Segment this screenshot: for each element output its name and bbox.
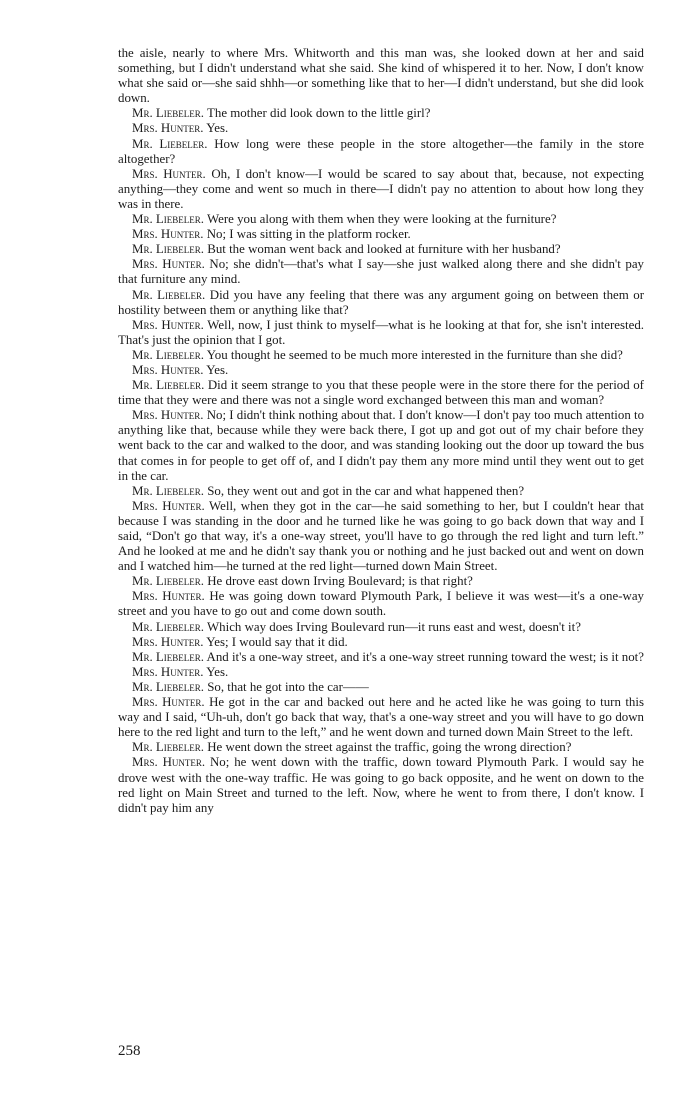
speaker-name: Mrs. Hunter. bbox=[132, 257, 205, 272]
speaker-name: Mr. Liebeler. bbox=[132, 287, 206, 302]
paragraph-text: Were you along with them when they were looking at the furniture? bbox=[207, 212, 557, 227]
speaker-name: Mr. Liebeler. bbox=[132, 740, 205, 755]
paragraph bbox=[118, 227, 644, 242]
paragraph bbox=[118, 574, 644, 589]
paragraph-text: the aisle, nearly to where Mrs. Whitworth and this man was, she looked down at her and said something, but I didn't understand what she said. She kind of whispered it to her. Now, I don't know what she said or—she said shhh—or something like that to her—I didn't understand, but she did look down. bbox=[118, 46, 644, 106]
paragraph-text: Well, when they got in the car—he said something to her, but I couldn't hear that because I was standing in the door and he turned like he was going to go back down that way and I said, “Don't go that way, it's a one-way street, you'll have to go through the red light and turn left.” And he looked at me and he didn't say thank you or nothing and he just backed out and went on down and I watched him—he turned at the red light—turned down Main Street. bbox=[118, 498, 644, 574]
paragraph-text: No; she didn't—that's what I say—she just walked along there and she didn't pay that furniture any mind. bbox=[118, 257, 644, 287]
paragraph-text: So, they went out and got in the car and what happened then? bbox=[207, 483, 525, 498]
paragraph bbox=[118, 288, 644, 318]
paragraph bbox=[118, 363, 644, 378]
paragraph-text: You thought he seemed to be much more interested in the furniture than she did? bbox=[206, 347, 623, 362]
speaker-name: Mrs. Hunter. bbox=[132, 362, 204, 377]
paragraph bbox=[118, 106, 644, 121]
speaker-name: Mr. Liebeler. bbox=[132, 136, 208, 151]
paragraph bbox=[118, 318, 644, 348]
paragraph-text: So, that he got into the car—— bbox=[207, 679, 369, 694]
paragraph-text: And it's a one-way street, and it's a one-way street running toward the west; is it not? bbox=[206, 649, 644, 664]
paragraph bbox=[118, 635, 644, 650]
speaker-name: Mr. Liebeler. bbox=[132, 378, 205, 393]
paragraph-text: He went down the street against the traffic, going the wrong direction? bbox=[207, 740, 572, 755]
paragraph bbox=[118, 46, 644, 106]
speaker-name: Mr. Liebeler. bbox=[132, 649, 205, 664]
paragraph-text: Did you have any feeling that there was any argument going on between them or hostility between them or anything like that? bbox=[118, 287, 644, 317]
paragraph-text: No; I was sitting in the platform rocker. bbox=[206, 227, 411, 242]
speaker-name: Mrs. Hunter. bbox=[132, 408, 204, 423]
paragraph-text: He got in the car and backed out here and he acted like he was going to turn this way and I said, “Uh-uh, don't go back that way, that's a one-way street and you will have to go down here to the red light and turn to the left,” and he went down and turned down Main Street to the left. bbox=[118, 695, 644, 740]
paragraph-text: He was going down toward Plymouth Park, I believe it was west—it's a one-way street and you have to go out and come down south. bbox=[118, 589, 644, 619]
paragraph bbox=[118, 242, 644, 257]
speaker-name: Mrs. Hunter. bbox=[132, 695, 205, 710]
paragraph-text: But the woman went back and looked at furniture with her husband? bbox=[207, 242, 561, 257]
speaker-name: Mr. Liebeler. bbox=[132, 679, 205, 694]
paragraph bbox=[118, 257, 644, 287]
speaker-name: Mrs. Hunter. bbox=[132, 227, 204, 242]
paragraph bbox=[118, 137, 644, 167]
paragraph bbox=[118, 121, 644, 136]
speaker-name: Mrs. Hunter. bbox=[132, 498, 205, 513]
paragraph bbox=[118, 695, 644, 740]
paragraph bbox=[118, 484, 644, 499]
paragraph-text: Yes; I would say that it did. bbox=[206, 634, 348, 649]
paragraph bbox=[118, 650, 644, 665]
speaker-name: Mrs. Hunter. bbox=[132, 755, 206, 770]
speaker-name: Mrs. Hunter. bbox=[132, 589, 205, 604]
paragraph-text: The mother did look down to the little girl? bbox=[207, 106, 431, 121]
paragraph bbox=[118, 348, 644, 363]
speaker-name: Mr. Liebeler. bbox=[132, 347, 205, 362]
paragraph-text: Yes. bbox=[206, 664, 229, 679]
paragraph-text: Yes. bbox=[206, 362, 229, 377]
speaker-name: Mrs. Hunter. bbox=[132, 317, 204, 332]
paragraph-text: How long were these people in the store altogether—the family in the store altogether? bbox=[118, 136, 644, 166]
paragraph bbox=[118, 589, 644, 619]
paragraph bbox=[118, 378, 644, 408]
paragraph bbox=[118, 680, 644, 695]
document-body bbox=[118, 46, 644, 816]
paragraph bbox=[118, 620, 644, 635]
speaker-name: Mr. Liebeler. bbox=[132, 106, 205, 121]
paragraph bbox=[118, 167, 644, 212]
paragraph bbox=[118, 212, 644, 227]
paragraph bbox=[118, 740, 644, 755]
speaker-name: Mr. Liebeler. bbox=[132, 619, 205, 634]
paragraph-text: He drove east down Irving Boulevard; is that right? bbox=[207, 574, 473, 589]
paragraph bbox=[118, 499, 644, 574]
paragraph-text: Well, now, I just think to myself—what is he looking at that for, she isn't interested. That's just the opinion that I got. bbox=[118, 317, 644, 347]
paragraph-text: Did it seem strange to you that these people were in the store there for the period of time that they were and there was not a single word exchanged between this man and woman? bbox=[118, 378, 644, 408]
paragraph-text: Yes. bbox=[206, 121, 229, 136]
paragraph bbox=[118, 665, 644, 680]
paragraph-text: Oh, I don't know—I would be scared to say about that, because, not expecting anything—they come and went so much in there—I didn't pay no attention to about how long they was in there. bbox=[118, 166, 644, 211]
paragraph bbox=[118, 408, 644, 483]
page-number: 258 bbox=[118, 1043, 141, 1059]
paragraph bbox=[118, 755, 644, 815]
speaker-name: Mr. Liebeler. bbox=[132, 574, 205, 589]
speaker-name: Mrs. Hunter. bbox=[132, 664, 204, 679]
speaker-name: Mr. Liebeler. bbox=[132, 212, 205, 227]
speaker-name: Mr. Liebeler. bbox=[132, 242, 205, 257]
speaker-name: Mrs. Hunter. bbox=[132, 166, 206, 181]
paragraph-text: No; I didn't think nothing about that. I don't know—I don't pay too much attention to anything like that, because while they were back there, I got up and got out of my chair before they went back to the car and walked to the door, and was standing looking out the door up toward the bus that comes in for people to get off of, and I didn't pay them any more mind until they went out to get in the car. bbox=[118, 408, 645, 483]
paragraph-text: No; he went down with the traffic, down toward Plymouth Park. I would say he drove west with the one-way traffic. He was going to go back opposite, and he went on down to the red light on Main Street and turned to the left. Now, where he went to from there, I don't know. I didn't pay him any bbox=[118, 755, 644, 815]
speaker-name: Mrs. Hunter. bbox=[132, 634, 204, 649]
paragraph-text: Which way does Irving Boulevard run—it runs east and west, doesn't it? bbox=[207, 619, 581, 634]
speaker-name: Mr. Liebeler. bbox=[132, 483, 205, 498]
speaker-name: Mrs. Hunter. bbox=[132, 121, 204, 136]
